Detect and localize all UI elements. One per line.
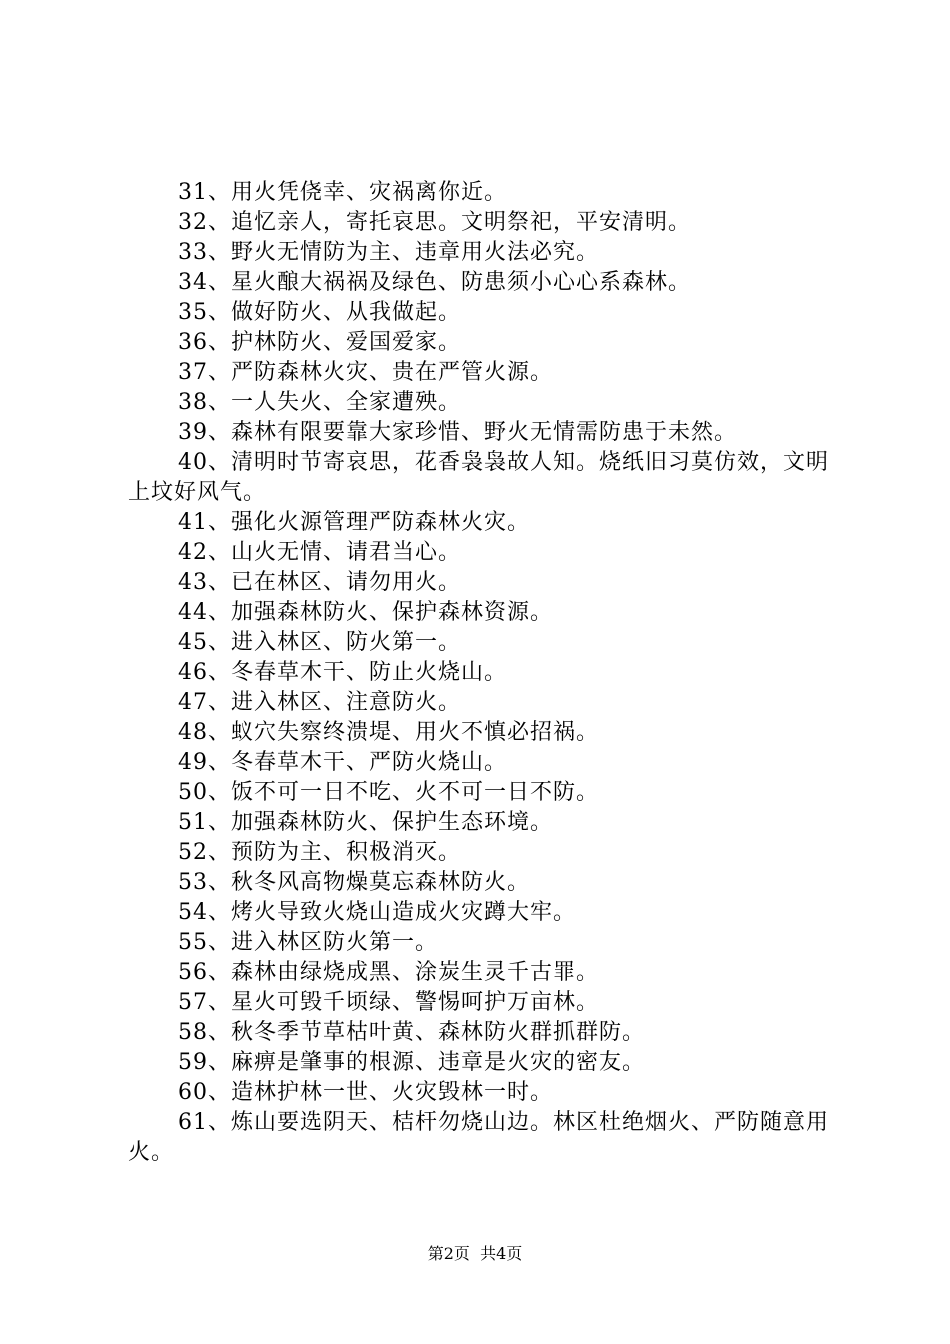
slogan-line: 40、清明时节寄哀思，花香袅袅故人知。烧纸旧习莫仿效，文明上坟好风气。 [128,450,829,505]
slogan-line: 51、加强森林防火、保护生态环境。 [178,810,553,835]
slogan-line: 42、山火无情、请君当心。 [178,540,461,565]
page-footer [0,1244,950,1264]
slogan-line: 49、冬春草木干、严防火烧山。 [178,750,507,775]
slogan-line: 41、强化火源管理严防森林火灾。 [178,510,530,535]
slogan-line: 59、麻痹是肇事的根源、违章是火灾的密友。 [178,1050,645,1075]
slogan-line: 35、做好防火、从我做起。 [178,300,461,325]
slogan-line: 50、饭不可一日不吃、火不可一日不防。 [178,780,599,805]
slogan-line: 37、严防森林火灾、贵在严管火源。 [178,360,553,385]
slogan-list [128,178,833,1168]
slogan-line: 32、追忆亲人，寄托哀思。文明祭祀，平安清明。 [178,210,691,235]
slogan-line: 60、造林护林一世、火灾毁林一时。 [178,1080,553,1105]
slogan-line: 38、一人失火、全家遭殃。 [178,390,461,415]
slogan-line: 39、森林有限要靠大家珍惜、野火无情需防患于未然。 [178,420,737,445]
slogan-line: 31、用火凭侥幸、灾祸离你近。 [178,180,507,205]
slogan-line: 33、野火无情防为主、违章用火法必究。 [178,240,599,265]
slogan-line: 44、加强森林防火、保护森林资源。 [178,600,553,625]
slogan-line: 36、护林防火、爱国爱家。 [178,330,461,355]
slogan-line: 46、冬春草木干、防止火烧山。 [178,660,507,685]
slogan-line: 57、星火可毁千顷绿、警惕呵护万亩林。 [178,990,599,1015]
page-number: 第2页 共4页 [427,1244,523,1263]
slogan-line: 58、秋冬季节草枯叶黄、森林防火群抓群防。 [178,1020,645,1045]
slogan-line: 48、蚁穴失察终溃堤、用火不慎必招祸。 [178,720,599,745]
slogan-line: 53、秋冬风高物燥莫忘森林防火。 [178,870,530,895]
slogan-line: 34、星火酿大祸祸及绿色、防患须小心心系森林。 [178,270,691,295]
slogan-line: 54、烤火导致火烧山造成火灾蹲大牢。 [178,900,576,925]
slogan-line: 43、已在林区、请勿用火。 [178,570,461,595]
slogan-line: 56、森林由绿烧成黑、涂炭生灵千古罪。 [178,960,599,985]
slogan-line: 47、进入林区、注意防火。 [178,690,461,715]
slogan-line: 55、进入林区防火第一。 [178,930,438,955]
slogan-line: 61、炼山要选阴天、桔杆勿烧山边。林区杜绝烟火、严防随意用火。 [128,1110,829,1165]
slogan-line: 45、进入林区、防火第一。 [178,630,461,655]
slogan-line: 52、预防为主、积极消灭。 [178,840,461,865]
